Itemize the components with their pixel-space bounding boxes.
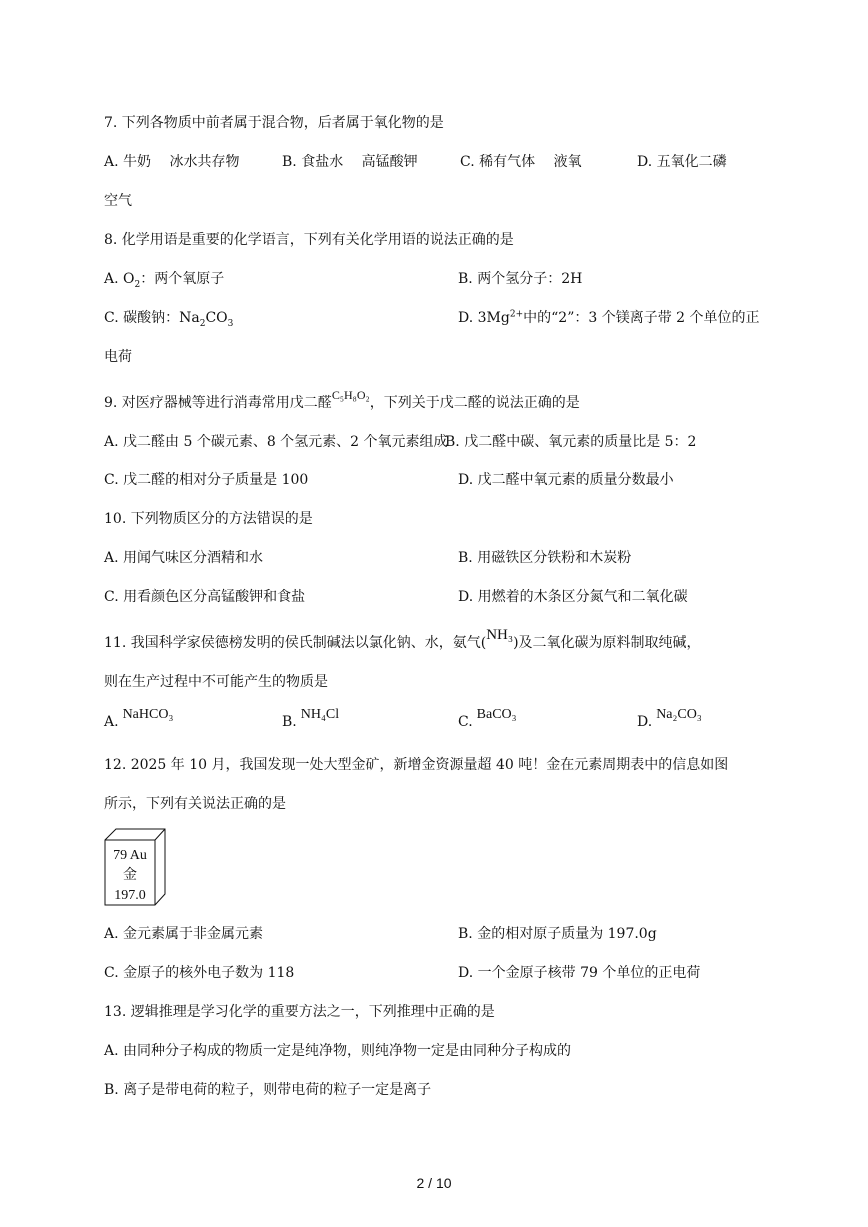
q11-option-b-formula: NH₄Cl <box>300 707 340 722</box>
q11-option-b <box>282 707 340 733</box>
q7-option-c: C. 稀有气体 液氧 <box>460 154 582 170</box>
q8-option-c-prefix: C. 碳酸钠：Na <box>104 310 200 326</box>
periodic-cell-number-symbol: 79 Au <box>113 848 147 863</box>
q11-option-a <box>104 707 174 733</box>
q11-stem-line2: 则在生产过程中不可能产生的物质是 <box>104 674 328 690</box>
q13-stem: 13. 逻辑推理是学习化学的重要方法之一，下列推理中正确的是 <box>104 1004 495 1020</box>
q10-option-c: C. 用看颜色区分高锰酸钾和食盐 <box>104 589 306 605</box>
q12-stem: 12. 2025 年 10 月，我国发现一处大型金矿，新增金资源量超 40 吨！金在元素周期表中的信息如图 <box>104 757 729 773</box>
q8-option-c-sub2: 3 <box>227 318 234 329</box>
q8-option-d-prefix: D. 3Mg <box>458 310 510 326</box>
q7-stem: 7. 下列各物质中前者属于混合物，后者属于氧化物的是 <box>104 115 444 131</box>
q8-option-a <box>104 269 224 289</box>
q11-stem-suffix: )及二氧化碳为原料制取纯碱， <box>513 635 701 651</box>
q9-option-b: B. 戊二醛中碳、氧元素的质量比是 5：2 <box>445 434 697 450</box>
q11-option-b-label: B. <box>282 714 297 730</box>
q12-option-c: C. 金原子的核外电子数为 118 <box>104 965 295 981</box>
q8-option-b: B. 两个氢分子：2H <box>458 271 583 287</box>
periodic-table-cell-gold <box>104 828 166 906</box>
q8-option-c-mid: CO <box>205 310 228 326</box>
q8-option-d-continued: 电荷 <box>104 349 132 365</box>
q11-nh3-formula: NH₃ <box>486 627 514 643</box>
q11-option-c-formula: BaCO₃ <box>476 707 517 722</box>
q7-option-a: A. 牛奶 冰水共存物 <box>104 154 240 170</box>
q11-option-d-label: D. <box>637 714 653 730</box>
q8-option-c <box>104 308 233 328</box>
q9-formula: C₅H₈O₂ <box>331 388 370 402</box>
periodic-cell-atomic-mass: 197.0 <box>114 888 146 903</box>
q11-option-a-label: A. <box>104 714 119 730</box>
q8-option-a-text: ：两个氧原子 <box>140 271 225 287</box>
q12-option-d: D. 一个金原子核带 79 个单位的正电荷 <box>458 965 701 981</box>
q13-option-b: B. 离子是带电荷的粒子，则带电荷的粒子一定是离子 <box>104 1082 432 1098</box>
q13-option-a: A. 由同种分子构成的物质一定是纯净物，则纯净物一定是由同种分子构成的 <box>104 1043 572 1059</box>
q11-option-c-label: C. <box>458 714 473 730</box>
q9-option-c: C. 戊二醛的相对分子质量是 100 <box>104 472 309 488</box>
q10-option-d: D. 用燃着的木条区分氮气和二氧化碳 <box>458 589 688 605</box>
periodic-cell-text <box>106 846 154 906</box>
q11-stem <box>104 627 701 653</box>
q9-option-a: A. 戊二醛由 5 个碳元素、8 个氢元素、2 个氧元素组成 <box>104 434 448 450</box>
q8-option-d <box>458 308 760 328</box>
q9-stem-prefix: 9. 对医疗器械等进行消毒常用戊二醛 <box>104 395 332 411</box>
q11-option-d <box>637 707 702 733</box>
q11-option-a-formula: NaHCO₃ <box>122 707 174 722</box>
q7-option-b: B. 食盐水 高锰酸钾 <box>282 154 418 170</box>
periodic-cell-element-name: 金 <box>123 868 137 883</box>
q8-option-d-superscript: 2+ <box>509 309 524 320</box>
q8-option-a-prefix: A. O <box>104 271 135 287</box>
q12-option-a: A. 金元素属于非金属元素 <box>104 926 264 942</box>
q9-stem <box>104 388 580 413</box>
q12-option-b: B. 金的相对原子质量为 197.0g <box>458 926 657 942</box>
q11-stem-prefix: 11. 我国科学家侯德榜发明的侯氏制碱法以氯化钠、水，氨气( <box>104 635 487 651</box>
page-number: 2 / 10 <box>416 1175 452 1191</box>
q10-stem: 10. 下列物质区分的方法错误的是 <box>104 511 313 527</box>
q8-option-d-text: 中的“2”：3 个镁离子带 2 个单位的正 <box>523 310 760 326</box>
q8-option-a-subscript: 2 <box>134 279 141 290</box>
q10-option-b: B. 用磁铁区分铁粉和木炭粉 <box>458 550 632 566</box>
q7-option-d: D. 五氧化二磷 <box>637 154 727 170</box>
q8-stem: 8. 化学用语是重要的化学语言，下列有关化学用语的说法正确的是 <box>104 232 514 248</box>
q8-option-c-sub1: 2 <box>199 318 206 329</box>
q7-option-d-continued: 空气 <box>104 193 132 209</box>
q9-stem-suffix: ，下列关于戊二醛的说法正确的是 <box>369 395 580 411</box>
q10-option-a: A. 用闻气味区分酒精和水 <box>104 550 264 566</box>
q11-option-c <box>458 707 517 733</box>
q9-option-d: D. 戊二醛中氧元素的质量分数最小 <box>458 472 674 488</box>
q12-stem-line2: 所示，下列有关说法正确的是 <box>104 796 286 812</box>
q11-option-d-formula: Na₂CO₃ <box>656 707 702 722</box>
